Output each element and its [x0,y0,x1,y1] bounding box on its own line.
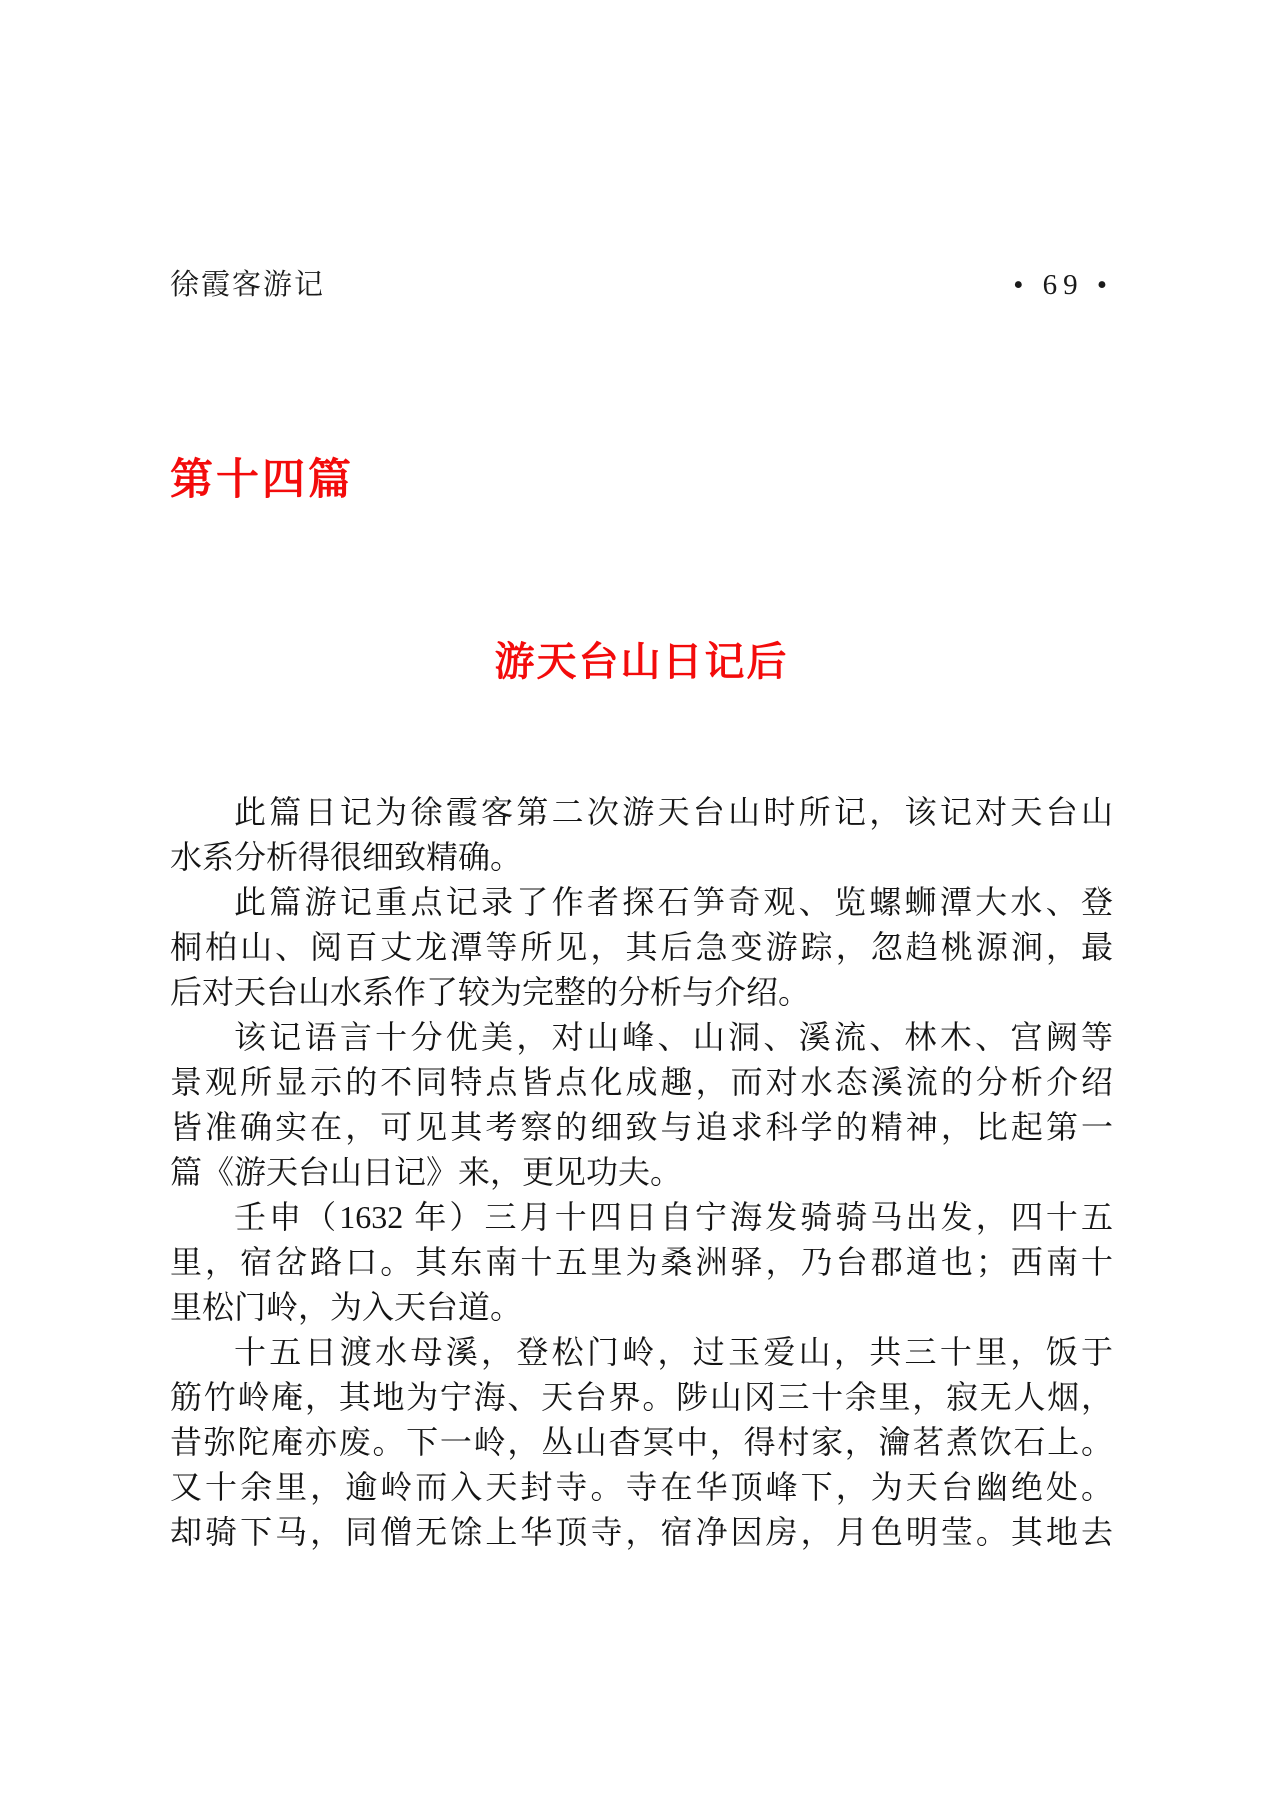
body-line: 该记语言十分优美，对山峰、山洞、溪流、林木、宫阙等 [234,1019,1113,1055]
body-line: 里，宿岔路口。其东南十五里为桑洲驿，乃台郡道也；西南十 [170,1244,1113,1280]
body-line: 里松门岭，为入天台道。 [170,1289,523,1325]
body-line: 篇《游天台山日记》来，更见功夫。 [170,1154,683,1190]
paragraph [170,1195,1113,1330]
chapter-title-heading: 游天台山日记后 [494,640,789,684]
body-line: 桐柏山、阅百丈龙潭等所见，其后急变游踪，忽趋桃源涧，最 [170,929,1113,965]
body-line: 此篇日记为徐霞客第二次游天台山时所记，该记对天台山 [234,794,1113,830]
body-text [170,790,1113,1555]
paragraph [170,1015,1113,1195]
page-number: • 69 • [1013,269,1113,301]
body-line: 十五日渡水母溪，登松门岭，过玉爱山，共三十里，饭于 [234,1334,1113,1370]
body-line: 昔弥陀庵亦废。下一岭，丛山杳冥中，得村家，瀹茗煮饮石上。 [170,1424,1113,1460]
body-line: 景观所显示的不同特点皆点化成趣，而对水态溪流的分析介绍 [170,1064,1113,1100]
body-line: 又十余里，逾岭而入天封寺。寺在华顶峰下，为天台幽绝处。 [170,1469,1113,1505]
body-line: 后对天台山水系作了较为完整的分析与介绍。 [170,974,811,1010]
body-line: 筋竹岭庵，其地为宁海、天台界。陟山冈三十余里，寂无人烟， [170,1379,1113,1415]
body-line: 壬申（1632 年）三月十四日自宁海发骑骑马出发，四十五 [234,1199,1113,1235]
body-line: 皆准确实在，可见其考察的细致与追求科学的精神，比起第一 [170,1109,1113,1145]
body-line: 水系分析得很细致精确。 [170,839,523,875]
chapter-number-heading: 第十四篇 [170,456,354,504]
body-line: 此篇游记重点记录了作者探石笋奇观、览螺蛳潭大水、登 [234,884,1113,920]
paragraph [170,880,1113,1015]
paragraph [170,1330,1113,1555]
book-title: 徐霞客游记 [170,269,326,301]
running-header [170,262,1113,303]
paragraph [170,790,1113,880]
body-line: 却骑下马，同僧无馀上华顶寺，宿净因房，月色明莹。其地去 [170,1514,1113,1550]
